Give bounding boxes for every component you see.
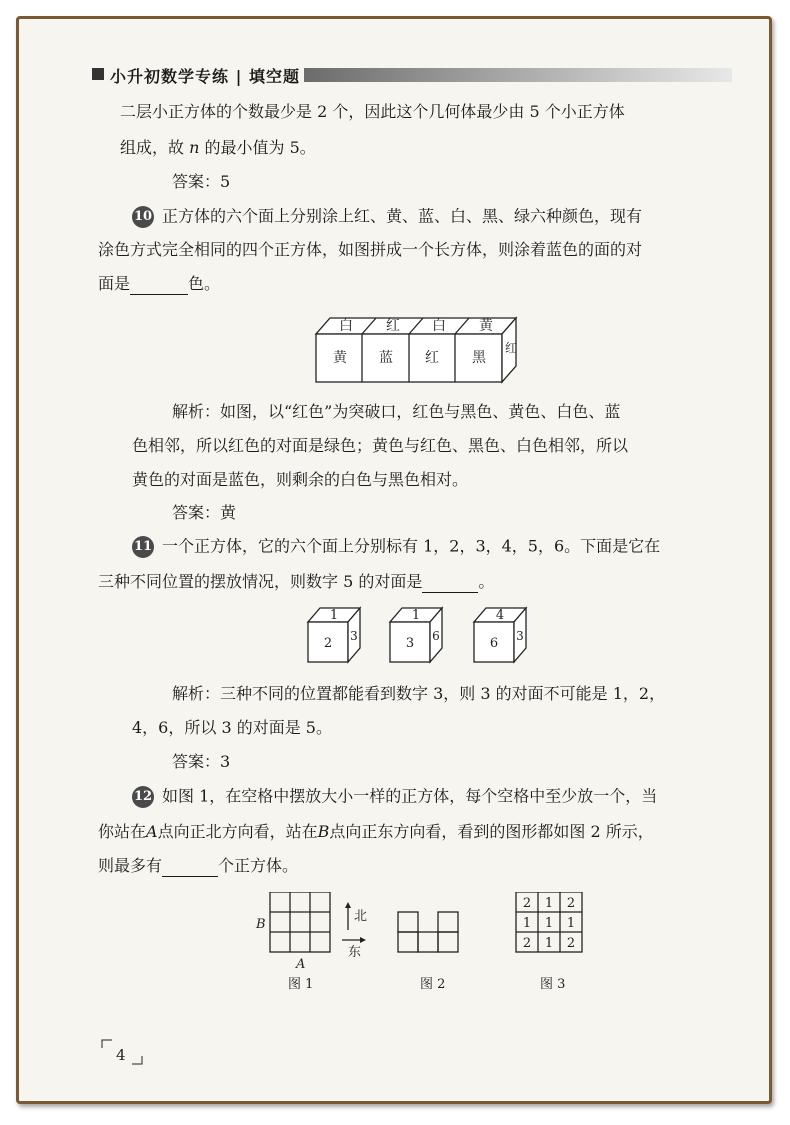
q11-cube1-front: 2: [323, 636, 333, 651]
header-gradient-bar: [304, 68, 732, 82]
header-text: 小升初数学专练 | 填空题: [110, 67, 300, 86]
q11-cube1-side: 3: [350, 629, 358, 643]
q11-cube3-side: 3: [516, 629, 524, 643]
north-label: 北: [354, 909, 368, 924]
svg-text:2: 2: [566, 896, 576, 911]
q10-solution-3: 黄色的对面是蓝色，则剩余的白色与黑色相对。: [132, 470, 469, 489]
svg-text:2: 2: [522, 936, 532, 951]
q11-cube2-top: 1: [411, 608, 421, 623]
fig2-caption: 图 2: [420, 977, 446, 992]
section-title: 填空题: [248, 67, 300, 86]
q9-answer: 答案：5: [172, 172, 231, 191]
q10-front-4: 黑: [472, 350, 486, 366]
q10-answer: 答案：黄: [172, 503, 237, 522]
q10-solution-1: 解析：如图，以“红色”为突破口，红色与黑色、黄色、白色、蓝: [172, 402, 621, 421]
q11-cube2-front: 3: [405, 636, 415, 651]
q10-side: 红: [504, 341, 518, 355]
q10-cube-figure: [300, 308, 530, 388]
q10-top-3: 白: [432, 318, 446, 334]
page-number: 4: [116, 1046, 126, 1064]
svg-text:1: 1: [566, 916, 576, 931]
svg-text:2: 2: [522, 896, 532, 911]
question-number-badge: 12: [132, 786, 154, 808]
q11-cubes-figure: [300, 602, 540, 666]
q10-top-1: 白: [339, 318, 353, 334]
q11-solution-2: 4，6，所以 3 的对面是 5。: [132, 718, 332, 737]
svg-text:2: 2: [566, 936, 576, 951]
q12-line2: 你站在A点向正北方向看，站在B点向正东方向看，看到的图形都如图 2 所示，: [98, 822, 654, 841]
point-a-label: A: [296, 957, 306, 972]
east-label: 东: [348, 945, 362, 960]
book-title: 小升初数学专练: [110, 67, 230, 86]
fig3-caption: 图 3: [540, 977, 566, 992]
fig1-caption: 图 1: [288, 977, 314, 992]
q11-cube3-top: 4: [495, 608, 505, 623]
q9-line2: 组成，故 n 的最小值为 5。: [120, 138, 316, 157]
header-square-icon: [92, 68, 104, 80]
svg-text:1: 1: [522, 916, 532, 931]
q11-cube2-side: 6: [432, 629, 440, 643]
q12-figures: [250, 892, 600, 1002]
q10-line2: 涂色方式完全相同的四个正方体，如图拼成一个长方体，则涂着蓝色的面的对: [98, 240, 643, 259]
q10-front-1: 黄: [333, 350, 347, 366]
q10-line3: 面是 色。: [98, 274, 221, 293]
q10-line1: 10 正方体的六个面上分别涂上红、黄、蓝、白、黑、绿六种颜色，现有: [132, 206, 642, 228]
q10-front-2: 蓝: [379, 350, 393, 366]
q11-line1: 11 一个正方体，它的六个面上分别标有 1，2，3，4，5，6。下面是它在: [132, 536, 660, 558]
q10-front-3: 红: [425, 350, 439, 366]
q9-line1: 二层小正方体的个数最少是 2 个，因此这个几何体最少由 5 个小正方体: [120, 102, 625, 121]
page-header: [92, 64, 732, 86]
page-number-marker: [100, 1038, 144, 1066]
svg-text:1: 1: [544, 916, 554, 931]
q11-answer: 答案：3: [172, 752, 231, 771]
point-b-label: B: [256, 917, 266, 932]
q10-top-2: 红: [386, 318, 400, 334]
q12-line3: 则最多有 个正方体。: [98, 856, 299, 875]
q11-cube1-top: 1: [329, 608, 339, 623]
q11-line2: 三种不同位置的摆放情况，则数字 5 的对面是 。: [98, 572, 495, 591]
q11-cube3-front: 6: [489, 636, 499, 651]
svg-text:1: 1: [544, 896, 554, 911]
question-number-badge: 10: [132, 206, 154, 228]
q10-top-4: 黄: [479, 318, 493, 334]
q11-solution-1: 解析：三种不同的位置都能看到数字 3，则 3 的对面不可能是 1，2，: [172, 684, 666, 703]
svg-text:1: 1: [544, 936, 554, 951]
q12-line1: 12 如图 1，在空格中摆放大小一样的正方体，每个空格中至少放一个，当: [132, 786, 657, 808]
question-number-badge: 11: [132, 536, 154, 558]
q10-solution-2: 色相邻，所以红色的对面是绿色；黄色与红色、黑色、白色相邻，所以: [132, 436, 629, 455]
